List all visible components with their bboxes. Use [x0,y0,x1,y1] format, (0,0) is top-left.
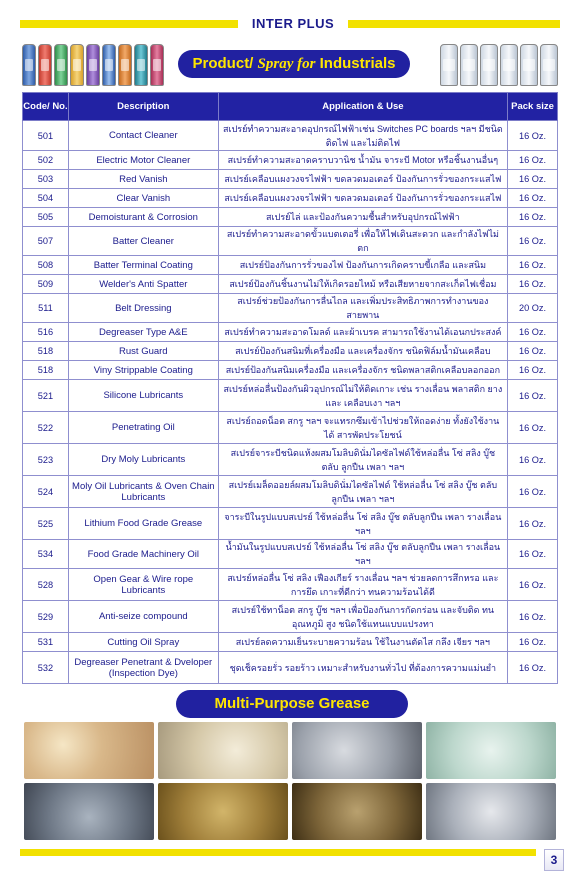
header-application: Application & Use [218,93,507,121]
pack-size-cell: 16 Oz. [508,652,558,684]
grease-photo [292,722,422,779]
table-row [23,601,558,633]
description-cell: Batter Cleaner [68,227,218,256]
table-row [23,569,558,601]
description-cell: Welder's Anti Spatter [68,275,218,294]
application-cell: สเปรย์ทำความสะอาดโมลด์ และผ้าเบรค สามารถใช้งานได้เอนกประสงค์ [218,323,507,342]
table-row [23,361,558,380]
pack-size-cell: 16 Oz. [508,601,558,633]
pack-size-cell: 16 Oz. [508,508,558,540]
table-row [23,444,558,476]
application-cell: สเปรย์ป้องกันสนิมเครื่องมือ และเครื่องจักร ชนิดพลาสติกเคลือบลอกออก [218,361,507,380]
pack-size-cell: 16 Oz. [508,227,558,256]
application-cell: น้ำมันในรูปแบบสเปรย์ ใช้หล่อลื่น โซ่ สลิง บู๊ช ตลับลูกปืน เพลา รางเลื่อน ฯลฯ [218,540,507,569]
table-row [23,294,558,323]
spray-can-icon [460,44,478,86]
pack-size-cell: 16 Oz. [508,476,558,508]
description-cell: Open Gear & Wire rope Lubricants [68,569,218,601]
application-cell: สเปรย์เมล็ดออยล์ผสมโมลิบดินั่มไดซัลไฟด์ ใช้หล่อลื่น โซ่ สลิง บู๊ช ตลับลูกปืน เพลา ฯลฯ [218,476,507,508]
table-row [23,227,558,256]
description-cell: Belt Dressing [68,294,218,323]
code-cell: 525 [23,508,69,540]
application-cell: สเปรย์ไล่ และป้องกันความชื้นสำหรับอุปกรณ์ไฟฟ้า [218,208,507,227]
application-cell: สเปรย์ช่วยป้องกันการลื่นไถล และเพิ่มประสิทธิภาพการทำงานของสายพาน [218,294,507,323]
code-cell: 509 [23,275,69,294]
description-cell: Rust Guard [68,342,218,361]
spray-can-icon [480,44,498,86]
pack-size-cell: 16 Oz. [508,170,558,189]
product-table [22,92,558,684]
code-cell: 516 [23,323,69,342]
bottom-yellow-bar [20,849,536,856]
pack-size-cell: 16 Oz. [508,380,558,412]
application-cell: สเปรย์ป้องกันการรั่วของไฟ ป้องกันการเกิดคราบขี้เกลือ และสนิม [218,256,507,275]
table-row [23,476,558,508]
application-cell: สเปรย์เคลือบแผงวงจรไฟฟ้า ขดลวดมอเตอร์ ป้องกันการรั่วของกระแสไฟ [218,189,507,208]
spray-can-icon [22,44,36,86]
spray-can-icon [38,44,52,86]
title-script: Spray for [257,56,316,72]
pack-size-cell: 16 Oz. [508,412,558,444]
table-row [23,540,558,569]
application-cell: สเปรย์ป้องกันสนิมที่เครื่องมือ และเครื่องจักร ชนิดฟิล์มน้ำมันเคลือบ [218,342,507,361]
code-cell: 518 [23,361,69,380]
code-cell: 502 [23,151,69,170]
description-cell: Penetrating Oil [68,412,218,444]
code-cell: 529 [23,601,69,633]
pack-size-cell: 16 Oz. [508,342,558,361]
pack-size-cell: 16 Oz. [508,444,558,476]
description-cell: Clear Vanish [68,189,218,208]
spray-can-icon [134,44,148,86]
application-cell: สเปรย์ลดความเย็นระบายความร้อน ใช้ในงานตัดไส กลึง เจียร ฯลฯ [218,633,507,652]
pack-size-cell: 16 Oz. [508,540,558,569]
table-row [23,121,558,151]
spray-cans-right-image [440,42,558,86]
brand-label: INTER PLUS [238,14,348,34]
pack-size-cell: 16 Oz. [508,208,558,227]
spray-can-icon [520,44,538,86]
pack-size-cell: 16 Oz. [508,569,558,601]
description-cell: Batter Terminal Coating [68,256,218,275]
description-cell: Dry Moly Lubricants [68,444,218,476]
code-cell: 518 [23,342,69,361]
application-cell: สเปรย์ใช้ทาน็อต สกรู บู๊ช ฯลฯ เพื่อป้องกันการกัดกร่อน และจับติด ทนอุณหภูมิ สูง ชนิดใช้แทนแบบแปรงทา [218,601,507,633]
table-row [23,412,558,444]
spray-can-icon [150,44,164,86]
pack-size-cell: 16 Oz. [508,151,558,170]
grease-photo [426,783,556,840]
application-cell: สเปรย์หล่อลื่นป้องกันผิวอุปกรณ์ไม่ให้ติดเกาะ เช่น รางเลื่อน พลาสติก ยาง และ เคลือบเงา ฯลฯ [218,380,507,412]
code-cell: 511 [23,294,69,323]
grease-photo [426,722,556,779]
table-row [23,170,558,189]
application-cell: สเปรย์จาระบีชนิดแห้งผสมโมลิบดินั่มไดซัลไฟด์ใช้หล่อลื่น โซ่ สลิง บู๊ช ตลับ ลูกปืน เพลา ฯลฯ [218,444,507,476]
description-cell: Anti-seize compound [68,601,218,633]
code-cell: 504 [23,189,69,208]
code-cell: 531 [23,633,69,652]
pack-size-cell: 16 Oz. [508,275,558,294]
spray-can-icon [86,44,100,86]
grease-photo [158,722,288,779]
title-end: Industrials [319,55,396,72]
description-cell: Electric Motor Cleaner [68,151,218,170]
grease-photo-grid [24,722,556,840]
spray-cans-left-image [22,42,164,86]
table-row [23,633,558,652]
description-cell: Demoisturant & Corrosion [68,208,218,227]
description-cell: Degreaser Penetrant & Dveloper (Inspection Dye) [68,652,218,684]
grease-photo [158,783,288,840]
table-row [23,256,558,275]
code-cell: 532 [23,652,69,684]
application-cell: สเปรย์ทำความสะอาดอุปกรณ์ไฟฟ้าเช่น Switches PC boards ฯลฯ มีชนิดติดไฟ และไม่ติดไฟ [218,121,507,151]
code-cell: 503 [23,170,69,189]
product-title-banner [178,50,410,78]
description-cell: Food Grade Machinery Oil [68,540,218,569]
description-cell: Red Vanish [68,170,218,189]
table-row [23,275,558,294]
grease-photo [24,783,154,840]
application-cell: สเปรย์เคลือบแผงวงจรไฟฟ้า ขดลวดมอเตอร์ ป้องกันการรั่วของกระแสไฟ [218,170,507,189]
code-cell: 501 [23,121,69,151]
table-row [23,652,558,684]
table-header-row [23,93,558,121]
code-cell: 534 [23,540,69,569]
table-row [23,380,558,412]
grease-photo [24,722,154,779]
description-cell: Viny Strippable Coating [68,361,218,380]
table-row [23,323,558,342]
spray-can-icon [440,44,458,86]
code-cell: 508 [23,256,69,275]
description-cell: Silicone Lubricants [68,380,218,412]
table-row [23,208,558,227]
description-cell: Contact Cleaner [68,121,218,151]
description-cell: Degreaser Type A&E [68,323,218,342]
spray-can-icon [500,44,518,86]
pack-size-cell: 16 Oz. [508,121,558,151]
table-row [23,342,558,361]
code-cell: 521 [23,380,69,412]
spray-can-icon [102,44,116,86]
spray-can-icon [540,44,558,86]
pack-size-cell: 16 Oz. [508,323,558,342]
description-cell: Cutting Oil Spray [68,633,218,652]
spray-can-icon [118,44,132,86]
title-main: Product/ [192,55,254,72]
code-cell: 505 [23,208,69,227]
table-row [23,151,558,170]
pack-size-cell: 16 Oz. [508,633,558,652]
application-cell: สเปรย์หล่อลื่น โซ่ สลิง เฟืองเกียร์ รางเลื่อน ฯลฯ ช่วยลดการสึกหรอ และการยึด เกาะที่ดีกว่า ทนความร้อนได้ดี [218,569,507,601]
application-cell: สเปรย์ทำความสะอาดขั้วแบตเตอรี่ เพื่อให้ไฟเดินสะดวก และกำลังไฟไม่ตก [218,227,507,256]
code-cell: 507 [23,227,69,256]
application-cell: สเปรย์ทำความสะอาดคราบวานิช น้ำมัน จาระบี Motor หรือชิ้นงานอื่นๆ [218,151,507,170]
pack-size-cell: 20 Oz. [508,294,558,323]
spray-can-icon [54,44,68,86]
code-cell: 528 [23,569,69,601]
code-cell: 524 [23,476,69,508]
pack-size-cell: 16 Oz. [508,256,558,275]
application-cell: ชุดเช็ครอยรั่ว รอยร้าว เหมาะสำหรับงานทั่วไป ที่ต้องการความแม่นยำ [218,652,507,684]
description-cell: Moly Oil Lubricants & Oven Chain Lubricants [68,476,218,508]
table-row [23,508,558,540]
pack-size-cell: 16 Oz. [508,361,558,380]
grease-photo [292,783,422,840]
description-cell: Lithium Food Grade Grease [68,508,218,540]
spray-can-icon [70,44,84,86]
application-cell: สเปรย์ป้องกันชิ้นงานไม่ให้เกิดรอยไหม้ หรือเสียหายจากสะเก็ดไฟเชื่อม [218,275,507,294]
code-cell: 523 [23,444,69,476]
page-number: 3 [544,849,564,871]
application-cell: จาระบีในรูปแบบสเปรย์ ใช้หล่อลื่น โซ่ สลิง บู๊ช ตลับลูกปืน เพลา รางเลื่อน ฯลฯ [218,508,507,540]
code-cell: 522 [23,412,69,444]
header-description: Description [68,93,218,121]
header-code: Code/ No. [23,93,69,121]
grease-title-banner: Multi-Purpose Grease [176,690,408,718]
table-row [23,189,558,208]
header-pack-size: Pack size [508,93,558,121]
pack-size-cell: 16 Oz. [508,189,558,208]
application-cell: สเปรย์ถอดน็อต สกรู ฯลฯ จะแทรกซึมเข้าไปช่วยให้ถอดง่าย ทั้งยังใช้งานได้ สารพัดประโยชน์ [218,412,507,444]
